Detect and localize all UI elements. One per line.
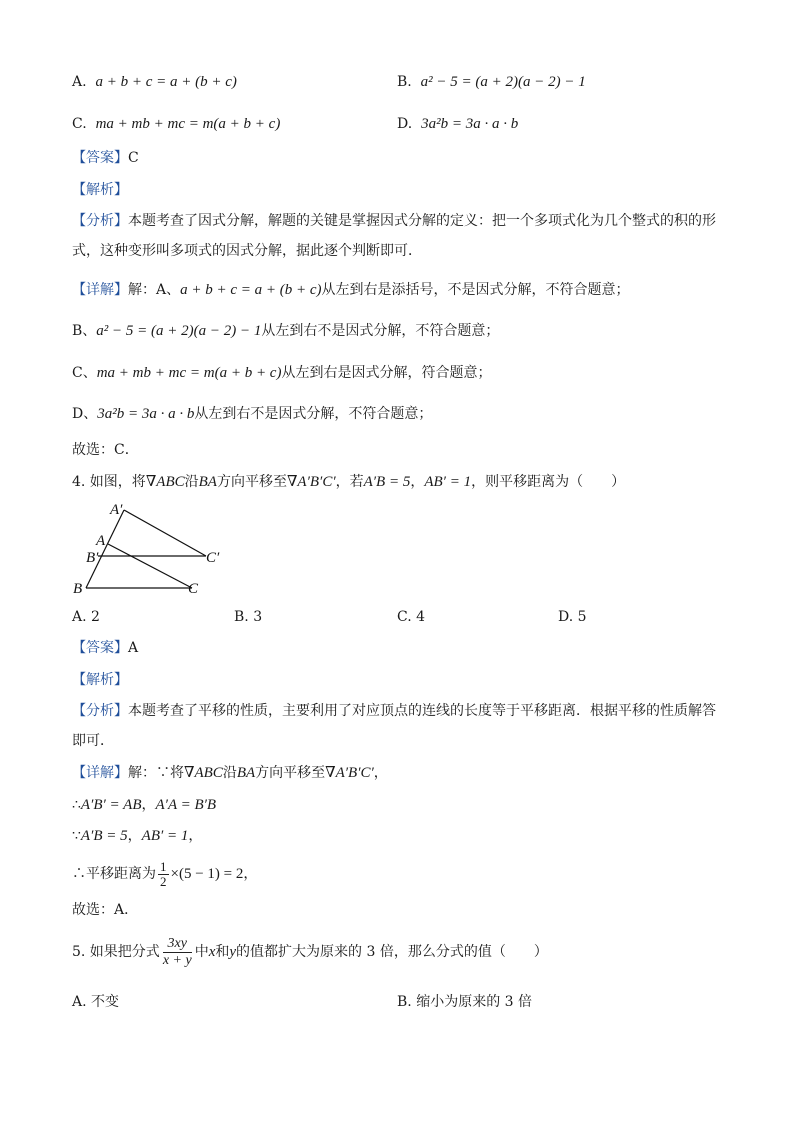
q4-detail-2: ∴A′B′ = AB，A′A = B′B: [72, 797, 217, 813]
q3-option-d-expr: 3a²b = 3a · a · b: [421, 116, 519, 132]
q5-option-b[interactable]: B. 缩小为原来的 3 倍: [397, 994, 533, 1010]
q3-option-d[interactable]: D. 3a²b = 3a · a · b: [397, 116, 519, 132]
q3-detail-d: D、3a²b = 3a · a · b从左到右不是因式分解，不符合题意；: [72, 406, 433, 422]
q4-option-d[interactable]: D. 5: [558, 609, 587, 625]
q3-option-b[interactable]: B. a² − 5 = (a + 2)(a − 2) − 1: [397, 74, 586, 90]
q4-answer: 【答案】A: [72, 640, 139, 656]
label-c-prime: C′: [206, 550, 220, 566]
segment-a-c: [108, 544, 192, 588]
q4-detail-1: 【详解】解：∵将∇ABC沿BA方向平移至∇A′B′C′，: [72, 765, 388, 781]
q4-option-b[interactable]: B. 3: [234, 609, 263, 625]
q4-figure: [66, 500, 236, 600]
q4-option-a[interactable]: A. 2: [72, 609, 100, 625]
q4-detail-3: ∵A′B = 5，AB′ = 1，: [72, 828, 203, 844]
q3-option-c[interactable]: C. ma + mb + mc = m(a + b + c): [72, 116, 281, 132]
q3-detail-a: 【详解】解：A、a + b + c = a + (b + c)从左到右是添括号，不是因式分解，不符合题意；: [72, 282, 630, 298]
fraction-one-half: $\frac{1}{2}$: [160, 858, 167, 889]
q3-conclusion: 故选：C．: [72, 442, 139, 458]
label-a: A: [96, 533, 106, 549]
q4-analysis-heading: 【解析】: [72, 672, 128, 688]
q3-analysis-heading: 【解析】: [72, 182, 128, 198]
q5-option-a[interactable]: A. 不变: [72, 994, 120, 1010]
label-a-prime: A′: [110, 502, 123, 518]
label-b: B: [73, 581, 83, 597]
q4-fenxi: 【分析】本题考查了平移的性质，主要利用了对应顶点的连线的长度等于平移距离．根据平移的性质解答即可．: [72, 703, 716, 749]
q3-fenxi: 【分析】本题考查了因式分解，解题的关键是掌握因式分解的定义：把一个多项式化为几个整式的积的形式，这种变形叫多项式的因式分解，据此逐个判断即可．: [72, 213, 716, 259]
q3-detail-c: C、ma + mb + mc = m(a + b + c)从左到右是因式分解，符合题意；: [72, 365, 492, 381]
q3-option-b-expr: a² − 5 = (a + 2)(a − 2) − 1: [420, 74, 586, 90]
q3-option-a[interactable]: A. a + b + c = a + (b + c): [72, 74, 237, 90]
q4-stem: 4. 如图，将∇ABC沿BA方向平移至∇A′B′C′，若A′B = 5，AB′ = 1，则平移距离为（ ）: [72, 474, 626, 490]
label-b-prime: B′: [86, 550, 99, 566]
q3-answer: 【答案】C: [72, 150, 139, 166]
q5-stem: 5. 如果把分式 $\frac{3xy}{x + y}$ 中x和y的值都扩大为原来的 3 倍，那么分式的值（ ）: [72, 935, 548, 968]
q3-option-a-expr: a + b + c = a + (b + c): [95, 74, 237, 90]
q4-detail-4: ∴平移距离为 $\frac{1}{2}$ ×(5 − 1) = 2，: [72, 858, 258, 889]
fraction-3xy-over-x-plus-y: $\frac{3xy}{x + y}$: [162, 935, 192, 968]
answer-tag: 【答案】: [72, 150, 128, 166]
q4-option-c[interactable]: C. 4: [397, 609, 426, 625]
q4-conclusion: 故选：A．: [72, 902, 139, 918]
label-c: C: [188, 581, 199, 597]
q3-detail-b: B、a² − 5 = (a + 2)(a − 2) − 1从左到右不是因式分解，不符合题意；: [72, 323, 500, 339]
segment-a1-c1: [124, 510, 206, 556]
q3-option-c-expr: ma + mb + mc = m(a + b + c): [95, 116, 281, 132]
